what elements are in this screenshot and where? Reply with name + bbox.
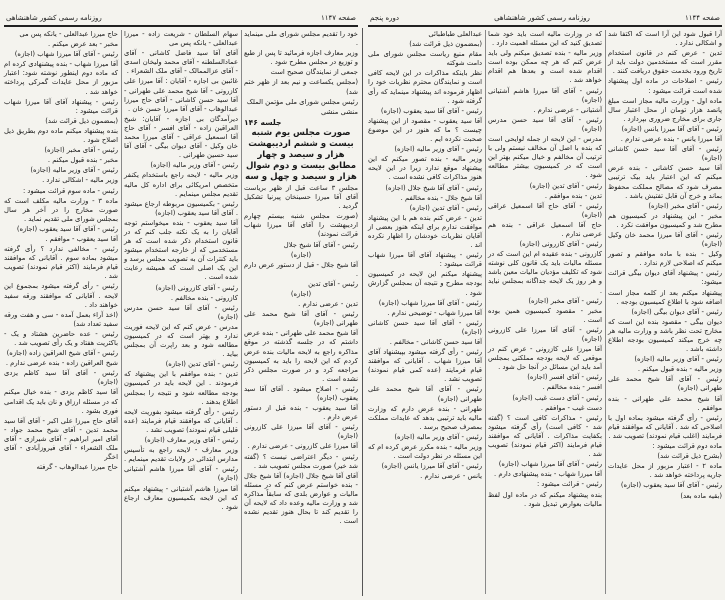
- paragraph: آقا میرزا شهاب - بنده پیشنهادی کرده ام که ماده دوم اینطور نوشته شود: اعتبار مزبور از محل عایدات گمرکی پرداخته خواهد شد .: [4, 60, 118, 96]
- column: [608, 30, 722, 502]
- paragraph: وزیر مالیه - بنده تصدیق میکنم ولی باید عرض کنم که هر چه ممکن بوده است اقدام شده است و بعدها هم اقدام خواهد شد .: [488, 49, 602, 85]
- paragraph: رئیس - آقای وزیر مالیه (اجازه): [394, 145, 482, 154]
- paragraph: وزیر مالیه - بنده قبول میکنم .: [637, 365, 722, 374]
- paragraph: رئیس - مذاکرات کافی است ؟ (گفته شد - کافی است) رأی گرفته میشود بکفایت مذاکرات . آقایانی که موافقند قیام فرمایند (اکثر قیام نمودند) تصویب شد .: [488, 413, 602, 459]
- paragraph: ماده دوم قرائت میشود :: [652, 442, 722, 451]
- paragraph: مقام منیع ریاست مجلس شورای ملی دامت شوکته: [368, 50, 482, 68]
- right-page-header: [370, 12, 720, 24]
- paragraph: رئیس - آقای آقا سید حسن کاشانی (اجازه): [368, 318, 482, 336]
- paragraph: رئیس - آقای مخبر (اجازه): [528, 296, 602, 305]
- paragraph: رئیس - رأی گرفته میشود بمجموع این لایحه . آقایانی که موافقند ورقه سفید خواهند داد .: [4, 282, 118, 309]
- paragraph: (بمضمون ذیل قرائت شد): [45, 116, 118, 125]
- paragraph: مخبر - مقصود کمیسیون همین بوده است .: [488, 306, 602, 324]
- column-divider: [485, 30, 486, 594]
- paragraph: حاج آقا اسمعیل عراقی - بنده هم عرضی ندارم .: [488, 220, 602, 238]
- paragraph: رئیس - آقای آقا شیخ محمد علی طهرانی (اجازه): [368, 385, 482, 403]
- paragraph: مخبر - بعد عرض میکنم .: [47, 40, 118, 49]
- paragraph: آقا شیخ جلال - قبل از دستور عرض دارم .: [244, 260, 358, 278]
- paragraph: رئیس - آقای آقا میرزا شهاب (اجازه): [378, 298, 482, 307]
- paragraph: آقا میرزا یانس - بنده عرضی ندارم .: [620, 135, 722, 144]
- paragraph: رئیس - ماده سوم قرائت میشود :: [22, 186, 118, 195]
- paragraph: رئیس - آقای مخبر (اجازه): [44, 146, 118, 155]
- paragraph: یانس - عرضی ندارم .: [420, 472, 482, 481]
- paragraph: رئیس - قرائت میشود :: [536, 480, 602, 489]
- paragraph: رئیس - آقای حاج آقا اسمعیل عراقی (اجازه): [488, 201, 602, 219]
- header-rule: [368, 25, 722, 27]
- column-divider: [241, 30, 242, 594]
- paragraph: رئیس - آقای وزیر مالیه (اجازه): [150, 161, 238, 170]
- paragraph: ماده ۲ - اعتبار مزبور از محل عایدات جاریه پرداخته خواهد شد .: [608, 462, 722, 480]
- paragraph: تدین - عرض کنم در قانون استخدام مقرر است که مستخدمین دولت باید از تاریخ ورود بخدمت حقوق دریافت کنند .: [608, 49, 722, 76]
- paragraph: آقا میرزا شهاب - توضیحی ندارم .: [387, 308, 482, 317]
- paragraph: رئیس - آقای تدین (اجازه): [165, 360, 238, 369]
- paragraph: رئیس - آقای افسر (اجازه): [527, 373, 602, 382]
- paragraph: رئیس - اصلاحات در ماده اول پیشنهاد شده است قرائت میشود :: [608, 77, 722, 95]
- paragraph: رئیس - آقای آقا میرزا یانس (اجازه): [381, 462, 482, 471]
- paragraph: که در وزارت مالیه است باید خود شما تصدیق کنید که این مسئله اهمیت دارد .: [488, 30, 602, 48]
- paragraph: آقا سید یعقوب - بنده میخواستم توجه آقایان را به یک نکته جلب کنم که در قانون استخدام ذکر شده است که هر مستخدمی که از خارجه استخدام میشود باید کنترات آن به تصویب مجلس برسد و این یک اصلی است که همیشه رعایت شده است .: [124, 218, 238, 282]
- paragraph: کازرونی - بنده عقیده ام این است که در مسئله مالیات باید یک قانون کلی نوشته شود که تکلیف مؤدیان مالیات معین باشد و هر روز یک لایحه جداگانه بمجلس نیاید .: [488, 250, 602, 295]
- paragraph: رئیس - عده حاضرین هشتاد و یک - باکثریت هفتاد و یک رأی تصویب شد .: [4, 329, 118, 347]
- paragraph: آقا شیخ جلال - بنده مخالفم .: [400, 193, 482, 202]
- paragraph: مجلس ۳ ساعت قبل از ظهر بریاست آقای آقا میرزا حسینخان پیرنیا تشکیل گردید .: [244, 183, 358, 211]
- column: [488, 30, 602, 510]
- paragraph: رئیس - آقای دست غیب (اجازه): [512, 393, 602, 402]
- paragraph: آقای آقا سید فاضل کاشانی - آقای عمادالسلطنه - آقای محمد ولیخان اسدی - آقای عزالممالک - آقای ملک الشعراء .: [124, 49, 238, 76]
- paragraph: پیشنهاد میکنم این لایحه در کمیسیون بودجه مطرح و نتیجه آن بمجلس گزارش شود .: [368, 270, 482, 297]
- paragraph: آقا میرزا شهاب - بنده پیشنهادی دارم .: [494, 470, 602, 479]
- paragraph: وزیر معارف - لایحه راجع به تأسیس مدارس ابتدائی در ولایات تقدیم مینمایم .: [124, 446, 238, 464]
- paragraph: خود را تقدیم مجلس شورای ملی مینماید .: [244, 30, 358, 48]
- paragraph: آقا میرزا هاشم آشتیانی - پیشنهاد میکنم که این لایحه بکمیسیون معارف ارجاع شود .: [124, 484, 238, 511]
- paragraph: رئیس - آقای تدین (اجازه): [409, 203, 482, 212]
- paragraph: (مجلس یکساعت و نیم بعد از ظهر ختم شد): [244, 78, 358, 96]
- paragraph: رئیس - آقای مخبر (اجازه): [648, 201, 722, 210]
- paragraph: سهام السلطان - شریعت زاده - میرزا عبدالعلی - یانکه پس می: [124, 30, 238, 48]
- paragraph: رئیس - آقای وزیر مالیه (اجازه): [394, 432, 482, 441]
- paragraph: مدرس - این لایحه از جمله لوایحی است که بنده با اصل آن مخالف نیستم ولی با ترتیب آن مخالفم و خیال میکنم بهتر این است که در کمیسیون بیشتر مطالعه شود .: [488, 135, 602, 180]
- paragraph: آقا سید یعقوب - موافقم .: [45, 234, 118, 243]
- paragraph: رئیس - آقای کازرونی (اجازه): [155, 283, 238, 292]
- paragraph: ماده اول - وزارت مالیه مجاز است مبلغ پانصد هزار تومان از محل اعتبار سال جاری برای مخارج ضروری بپردازد .: [608, 96, 722, 123]
- paragraph: رئیس - اصلاح میشود . آقای آقا سید یعقوب (اجازه): [244, 384, 358, 402]
- paragraph: آقا شیخ محمد علی طهرانی - بنده عرض داشتم که در جلسه گذشته در موقع مذاکره راجع به لایحه مالیات بنده عرض کردم که این لایحه را باید به کمیسیون مراجعه کرد و در صورت مجلس ذکر نشده است .: [244, 329, 358, 383]
- left-page-title: روزنامه رسمی کشور شاهنشاهی: [6, 14, 102, 22]
- paragraph: وزیر معارف اجازه فرمائید تا پس از طبع و توزیع در مجلس مطرح شود .: [244, 49, 358, 67]
- paragraph: نظر باینکه مذاکرات در این لایحه کافی است و نمایندگان محترم نظریات خود را اظهار فرموده اند پیشنهاد مینماید که رأی گرفته شود .: [368, 69, 482, 105]
- paragraph: رئیس - آقای آقا سید یعقوب (اجازه): [16, 224, 118, 233]
- paragraph: آقا سید یعقوب - بنده قبل از دستور عرض دارم .: [244, 404, 358, 422]
- paragraph: رئیس - رأی گرفته میشود بماده اول با اصلاحی که شد . آقایانی که موافقند قیام فرمایند (اغلب قیام نمودند) تصویب شد .: [608, 413, 722, 440]
- paragraph: غائبین بی اجازه - آقایان : آقا میرزا علی کازرونی - آقا شیخ محمد علی طهرانی - آقا سید حسن کاشانی - آقای حاج میرزا عبدالوهاب - آقای آقا میرزا حسن خان .: [124, 77, 238, 113]
- paragraph: وزیر مالیه - بنده تصور میکنم که این پیشنهاد موقع ندارد زیرا در این لایحه هنوز مذاکرات کافی نشده است .: [368, 155, 482, 182]
- paragraph: رئیس - آقای وزیر مالیه (اجازه): [30, 166, 118, 175]
- left-page: [2, 0, 360, 598]
- paragraph: رئیس - آقای آقا سید حسن کاشانی (اجازه): [608, 145, 722, 163]
- paragraph: رئیس - آقای آقا سید حسن مدرس (اجازه): [488, 115, 602, 133]
- paragraph: بنده پیشنهاد میکنم که در ماده اول لفظ مالیات بعوارض تبدیل شود .: [488, 490, 602, 508]
- paragraph: رئیس - آقای آقا میرزا یانس (اجازه): [621, 124, 722, 133]
- paragraph: رئیس - بکمیسیون مربوطه ارجاع میشود . آقای آقا سید یعقوب (اجازه): [124, 199, 238, 217]
- paragraph: رئیس - رأی گرفته میشود بپیشنهاد آقای آقا میرزا شهاب . آقایانی که موافقند قیام فرمایند (عده کمی قیام نمودند) تصویب نشد .: [368, 348, 482, 384]
- left-page-header: [6, 12, 356, 24]
- paragraph: عبدالعلی طباطبائی: [428, 30, 482, 38]
- paragraph: رئیس مجلس شورای ملی مؤتمن الملک: [246, 97, 358, 106]
- paragraph: رئیس - آقای وزیر مالیه (اجازه): [634, 355, 722, 364]
- paragraph: رئیس - آقای آقا میرزا شهاب (اجازه): [498, 460, 602, 469]
- paragraph: آقای حاج میرزا علی اکبر - آقای آقا سید محمد تدین - آقای شیخ محمد جواد - آقای امیر ابراهیم - آقای شیرازی - آقای ملک الشعراء - آقای فیروزآبادی - آقای اخگر: [4, 416, 118, 462]
- paragraph: رئیس - آقای آقا سید یعقوب (اجازه): [620, 481, 722, 490]
- column: [4, 30, 118, 473]
- paragraph: رئیس - مخالفی ندارد ؟ رأی گرفته میشود بماده سوم . آقایانی که موافقند قیام فرمایند (اکثر قیام نمودند) تصویب شد .: [4, 245, 118, 281]
- paragraph: (اجازه): [290, 289, 312, 298]
- paragraph: وزیر مالیه - اشکالی ندارد .: [42, 176, 118, 185]
- paragraph: بنده پیشنهاد میکنم ماده دوم بطریق ذیل اصلاح شود .: [4, 126, 118, 145]
- paragraph: آرا قبول شود این آرا است که اکتفا شد و اشکالی ندارد .: [608, 30, 722, 48]
- paragraph: تدین - بنده موافقم .: [544, 191, 602, 200]
- paragraph: کازرونی - بنده مخالفم .: [170, 293, 238, 302]
- paragraph: رئیس - پیشنهاد آقای آقا میرزا شهاب قرائت میشود :: [4, 97, 118, 115]
- paragraph: رئیس - پیشنهاد آقای آقا میرزا شهاب قرائت میشود :: [368, 251, 482, 269]
- paragraph: رئیس - آقای آقا میرزا علی کازرونی (اجازه): [244, 423, 358, 441]
- paragraph: افسر - بنده مخالفم .: [542, 383, 602, 392]
- paragraph: (اجازه): [290, 250, 312, 259]
- paragraph: رئیس - آقای آقا سید حسن مدرس (اجازه): [124, 303, 238, 321]
- paragraph: تدین - عرض کنم بنده هم با این پیشنهاد موافقت ندارم برای اینکه هنوز بعضی از آقایان نظریات خودشان را اظهار نکرده اند .: [368, 213, 482, 250]
- column-divider: [605, 30, 606, 594]
- column: [244, 30, 358, 527]
- paragraph: مخبر - بنده قبول میکنم .: [47, 156, 118, 165]
- paragraph: وزیر مالیه - لایحه راجع باستخدام یکنفر متخصص امریکائی برای اداره کل مالیه تقدیم مجلس مینمایم .: [124, 171, 238, 198]
- paragraph: مخبر - این پیشنهاد در کمیسیون هم مطرح شد و کمیسیون موافقت نکرد .: [608, 211, 722, 229]
- paragraph: رئیس - آقای آقا شیخ جلال (اجازه): [385, 183, 482, 192]
- paragraph: پیشنهاد میکنم بعد از کلمه مجاز است اضافه شود با اطلاع کمیسیون بودجه .: [608, 288, 722, 306]
- paragraph: رئیس - آقای شیخ العراقین زاده (اجازه): [6, 349, 118, 358]
- paragraph: وزیر مالیه - بنده مکرر عرض کرده ام که این مسئله در نظر دولت است .: [368, 443, 482, 461]
- paragraph: تدین - عرضی ندارم .: [298, 300, 358, 309]
- paragraph: آقا میرزا علی کازرونی - عرض کنم در موقعی که لایحه بودجه مملکتی بمجلس آمد باید این مسائل در آنجا حل شود .: [488, 345, 602, 372]
- paragraph: حاج میرزا عبدالعلی - یانکه پس می: [19, 30, 118, 38]
- paragraph: رئیس - آقای تدین: [308, 279, 358, 288]
- right-page-volume: دوره پنجم: [370, 14, 400, 22]
- column: [368, 30, 482, 482]
- paragraph: رئیس - آقای آقا سید کاظم یزدی (اجازه): [4, 369, 118, 387]
- paragraph: آقا سید حسن کاشانی - مخالفم .: [389, 338, 482, 346]
- right-page-number: صفحه ۱۱۴۴: [684, 14, 720, 22]
- paragraph: رئیس - آقای آقا سید یعقوب (اجازه): [380, 106, 482, 115]
- paragraph: آقا سید حسن کاشانی - بنده عرض میکنم که این اعتبار باید بیک ترتیبی مصرف شود که مصالح مملکت محفوظ بماند و خرج آن قابل تفتیش باشد .: [608, 164, 722, 200]
- paragraph: آقا سید کاظم یزدی - بنده خیال میکنم که در مسئله ارزاق و نان باید یک اقدامی فوری بشود .: [4, 388, 118, 415]
- page-spine: [362, 28, 363, 596]
- paragraph: طهرانی - بنده عرض دارم که وزارت مالیه باید ترتیبی بدهد که عایدات مملکت بمصرف صحیح برسد .: [368, 404, 482, 431]
- paragraph: آقا میرزا علی کازرونی - عرضی ندارم .: [247, 442, 358, 451]
- paragraph: رئیس - آقای آقا میرزا هاشم آشتیانی (اجازه): [124, 465, 238, 483]
- paragraph: مدرس - عرض کنم که این لایحه فوریت ندارد و بهتر است که در کمیسیون مطالعه شود و بعد راپرت آن بمجلس بیاید .: [124, 322, 238, 359]
- paragraph: رئیس - آقای آقا میرزا شهاب (اجازه): [14, 50, 118, 59]
- paragraph: رئیس - آقای آقا میرزا علی کازرونی (اجازه): [488, 325, 602, 343]
- column: [124, 30, 238, 513]
- session-heading: صورت مجلس یوم شنبه بیست و ششم اردیبهشت هزار و سیصد و چهار مطابق بیست و دوم شوال هزار و سیصد و چهل و سه: [245, 127, 357, 182]
- paragraph: منشی منشی: [320, 107, 358, 116]
- paragraph: رئیس - آقای آقا شیخ محمد علی طهرانی (اجازه): [608, 375, 722, 393]
- paragraph: دیرآمدگان بی اجازه - آقایان: شیخ العراقین زاده - آقای افسر - آقای حاج آقا اسمعیل عراقی - آقای میرزا محمد خان وکیل - آقای دیوان بیگی - آقای آقا سید حسین طهرانی .: [124, 114, 238, 160]
- paragraph: شیخ العراقین زاده - بنده عرضی ندارم .: [5, 359, 118, 368]
- paragraph: رئیس - رأی گرفته میشود بفوریت لایحه . آقایانی که موافقند قیام فرمایند (عده قلیلی قیام نمودند) تصویب نشد .: [124, 407, 238, 434]
- paragraph: (بقیه ماده بعد): [680, 491, 722, 500]
- paragraph: آقای آقا شیخ جلال (اجازه) آقا شیخ جلال - بنده خواستم عرض کنم که در مسئله مالیات و عوارض بلدی که سابقاً مذاکره شد و وزارت مالیه وعده داد که لایحه آن را تقدیم کند تا بحال هنوز تقدیم نشده است .: [244, 471, 358, 526]
- header-rule: [4, 25, 358, 27]
- right-page: [366, 0, 724, 598]
- paragraph: وکیل - بنده با ماده موافقم و تصور میکنم که اصلاحی لازم ندارد .: [608, 250, 722, 268]
- paragraph: آقا شیخ محمد علی طهرانی - بنده موافقم .: [608, 394, 722, 412]
- right-page-title: روزنامه رسمی کشور شاهنشاهی: [494, 14, 590, 22]
- paragraph: رئیس - آقای آقا میرزا هاشم آشتیانی (اجازه): [488, 86, 602, 104]
- paragraph: رئیس - آقای آقا شیخ محمد علی طهرانی (اجازه): [244, 310, 358, 328]
- paragraph: رئیس - دیگر اعتراضی نیست ؟ (گفته شد خیر) صورت مجلس تصویب شد .: [244, 452, 358, 470]
- paragraph: دست غیب - موافقم .: [540, 403, 602, 412]
- left-page-number: صفحه ۱۱۴۷: [320, 14, 356, 22]
- paragraph: رئیس - آقای وزیر معارف (اجازه): [144, 436, 238, 445]
- paragraph: رئیس - پیشنهاد آقای دیوان بیگی قرائت میشود:: [608, 269, 722, 287]
- paragraph: رئیس - آقای آقا شیخ جلال: [283, 240, 358, 249]
- paragraph: آقا سید یعقوب - مقصود از این پیشنهاد چیست ؟ ما که هنوز در این موضوع صحبت نکرده ایم .: [368, 116, 482, 144]
- paragraph: رئیس - آقای کازرونی (اجازه): [519, 240, 602, 249]
- paragraph: جمعی از نمایندگان صحیح است: [270, 68, 358, 77]
- paragraph: (بمضمون ذیل قرائت شد): [409, 40, 482, 49]
- paragraph: رئیس - آقای دیوان بیگی (اجازه): [631, 307, 722, 316]
- paragraph: آشتیانی - عرضی ندارم .: [533, 105, 602, 114]
- paragraph: رئیس - آقای آقا میرزا محمد خان وکیل (اجازه): [608, 230, 722, 249]
- paragraph: (اخذ آراء بعمل آمده - سی و هفت ورقه سفید تعداد شد): [4, 310, 118, 328]
- paragraph: (بشرح ذیل قرائت شد): [657, 452, 722, 461]
- paragraph: (صورت مجلس شنبه بیستم چهارم اردیبهشت را آقای آقا میرزا شهاب قرائت نمودند): [244, 212, 358, 239]
- paragraph: حاج میرزا عبدالوهاب - گرفته: [36, 463, 118, 472]
- session-number: جلسه ۱۴۶: [244, 117, 282, 127]
- paragraph: رئیس - آقای تدین (اجازه): [529, 181, 602, 190]
- paragraph: تدین - بنده موافقم با این پیشنهاد که فرمودند . این لایحه باید در کمیسیون بودجه مطالعه شود و نتیجه را بمجلس اطلاع بدهند .: [124, 370, 238, 406]
- column-divider: [121, 30, 122, 594]
- paragraph: ماده ۳ - وزارت مالیه مکلف است که صورت مخارج را در آخر هر سال بمجلس شورای ملی تقدیم نماید .: [4, 196, 118, 223]
- paragraph: دیوان بیگی - مقصود بنده این است که مخارج تحت نظر باشد و وزارت مالیه هر چه خرج میکند کمیسیون بودجه اطلاع داشته باشد .: [608, 317, 722, 354]
